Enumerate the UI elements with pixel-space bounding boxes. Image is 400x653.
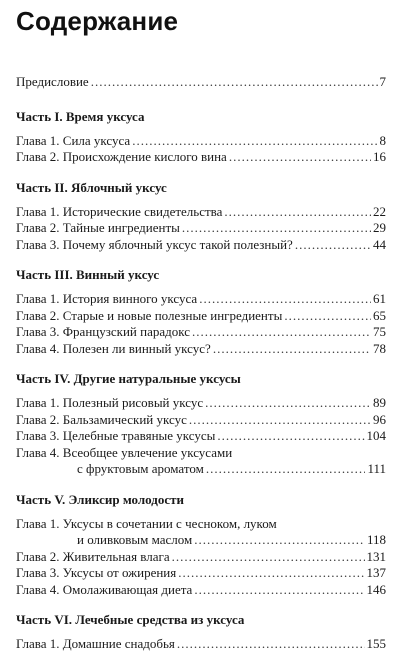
leader-dots: [206, 461, 366, 478]
toc-page-number: 22: [373, 203, 386, 219]
toc-entry-text: Глава 2. Тайные ингредиенты: [16, 220, 180, 235]
part-heading: Часть I. Время уксуса: [16, 108, 145, 124]
toc-page-number: 16: [373, 149, 386, 164]
leader-dots: [172, 549, 365, 566]
toc-entry: [16, 237, 386, 254]
toc-page-number: 8: [379, 132, 386, 148]
toc-page-number: 61: [373, 291, 386, 306]
toc-entry-text: Глава 2. Живительная влага: [16, 548, 170, 564]
toc-page-number: 111: [367, 461, 386, 476]
toc-entry: [16, 324, 386, 341]
toc-entry-text: с фруктовым ароматом: [77, 461, 204, 476]
toc-page-number: 89: [373, 395, 386, 410]
toc-parts: [16, 109, 386, 653]
toc-entry: [16, 412, 386, 429]
leader-dots: [217, 428, 364, 445]
part-heading: Часть III. Винный уксус: [16, 267, 160, 282]
toc-page-number: 137: [366, 565, 386, 580]
toc-entry: [16, 341, 386, 358]
toc-page-number: 155: [366, 636, 386, 651]
toc-entry-text: Глава 2. Бальзамический уксус: [16, 411, 187, 427]
leader-dots: [199, 291, 371, 308]
toc-entry: [16, 133, 386, 150]
toc-entry-text: Глава 3. Целебные травяные уксусы: [16, 428, 216, 443]
toc-entry: [16, 565, 386, 582]
leader-dots: [178, 565, 364, 582]
toc-entry-text: Глава 1. Сила уксуса: [16, 132, 131, 148]
toc-part: [16, 109, 386, 166]
toc-entry: [16, 461, 386, 478]
toc-page-number: 118: [366, 532, 386, 547]
toc-part: [16, 371, 386, 478]
leader-dots: [189, 412, 371, 429]
leader-dots: [194, 582, 364, 599]
toc-page-number: 7: [379, 74, 386, 89]
toc-entry-text: Глава 3. Уксусы от ожирения: [16, 565, 177, 580]
toc-part: [16, 492, 386, 599]
toc-entry: [16, 395, 386, 412]
toc-entry-text: Глава 3. Почему яблочный уксус такой полезный?: [16, 236, 293, 252]
part-heading: Часть VI. Лечебные средства из уксуса: [16, 612, 245, 627]
toc-entry-text: и оливковым маслом: [77, 532, 193, 547]
toc-entry: [16, 549, 386, 566]
toc-page-number: 44: [373, 236, 386, 252]
toc-page-number: 96: [373, 411, 386, 427]
toc-entry-text: Глава 1. Полезный рисовый уксус: [16, 395, 204, 410]
leader-dots: [194, 532, 365, 549]
leader-dots: [229, 149, 371, 166]
toc-page-number: 29: [373, 220, 386, 235]
toc-entry: [16, 220, 386, 237]
toc-entry-text: Глава 1. История винного уксуса: [16, 291, 198, 306]
leader-dots: [213, 341, 371, 358]
leader-dots: [132, 133, 377, 150]
toc-entry-preface: [16, 74, 386, 91]
toc-entry-text: Глава 4. Полезен ли винный уксус?: [16, 340, 211, 356]
toc-entry-text: Предисловие: [16, 74, 89, 89]
leader-dots: [192, 324, 371, 341]
toc-entry: [16, 636, 386, 653]
leader-dots: [91, 74, 378, 91]
leader-dots: [224, 204, 371, 221]
toc-entry-text: Глава 1. Домашние снадобья: [16, 636, 175, 651]
leader-dots: [177, 636, 365, 653]
toc-entry-text: Глава 4. Всеобщее увлечение уксусами: [16, 444, 233, 460]
toc-part: [16, 267, 386, 357]
part-heading: Часть V. Эликсир молодости: [16, 491, 185, 507]
leader-dots: [182, 220, 371, 237]
toc-entry: [16, 532, 386, 549]
toc-page-number: 131: [366, 548, 386, 564]
toc-page-number: 78: [373, 340, 386, 356]
toc-entry-text: Глава 2. Старые и новые полезные ингредиенты: [16, 307, 283, 323]
toc-entry-line: [16, 516, 386, 533]
toc-entry-text: Глава 3. Французский парадокс: [16, 324, 190, 339]
toc-entry-text: Глава 2. Происхождение кислого вина: [16, 149, 227, 164]
toc-page-number: 104: [366, 428, 386, 443]
toc-entry: [16, 582, 386, 599]
toc-entry-line: [16, 445, 386, 462]
leader-dots: [284, 308, 371, 325]
part-heading: Часть IV. Другие натуральные уксусы: [16, 371, 241, 386]
toc-page-number: 146: [366, 581, 386, 597]
leader-dots: [205, 395, 371, 412]
page-title: Содержание: [16, 6, 179, 36]
toc-part: [16, 612, 386, 653]
toc-part: [16, 180, 386, 254]
toc-entry: [16, 204, 386, 221]
toc-entry: [16, 308, 386, 325]
toc-entry-text: Глава 1. Уксусы в сочетании с чесноком, луком: [16, 515, 277, 531]
toc-entry-text: Глава 1. Исторические свидетельства: [16, 203, 223, 219]
table-of-contents: [16, 74, 386, 653]
toc-page-number: 75: [373, 324, 386, 339]
toc-entry-text: Глава 4. Омолаживающая диета: [16, 581, 193, 597]
toc-entry: [16, 428, 386, 445]
part-heading: Часть II. Яблочный уксус: [16, 179, 167, 195]
toc-entry: [16, 149, 386, 166]
toc-entry: [16, 291, 386, 308]
toc-page-number: 65: [373, 307, 386, 323]
leader-dots: [295, 237, 371, 254]
